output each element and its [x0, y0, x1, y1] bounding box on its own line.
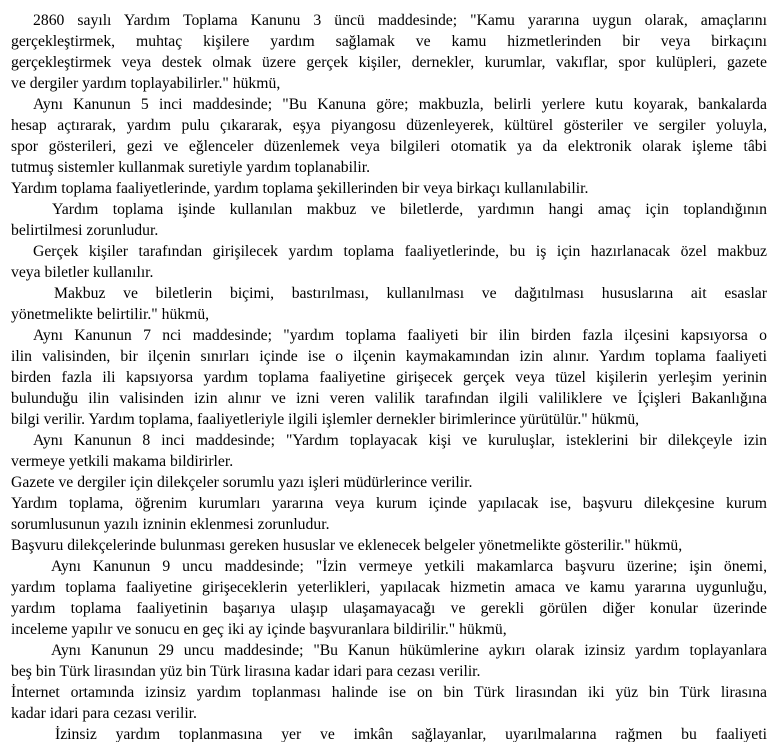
document-line: yönetmelikte belirtilir." hükmü, [11, 306, 210, 323]
document-line: beş bin Türk lirasından yüz bin Türk lirasına kadar idari para cezası verilir. [11, 663, 481, 680]
document-line: Başvuru dilekçelerinde bulunması gereken hususlar ve eklenecek belgeler yönetmelikte gösterilir." hükmü, [11, 537, 683, 554]
document-line: tutmuş sistemler kullanmak suretiyle yardım toplanabilir. [11, 159, 371, 176]
document-line: gerçekleştirmek veya destek olmak üzere gerçek kişiler, dernekler, kurumlar, vakıflar, spor kulüpleri, gazete [11, 54, 767, 71]
document-line: Yardım toplama işinde kullanılan makbuz ve biletlerde, yardımın hangi amaç için toplandığının [52, 201, 767, 218]
document-line: kadar idari para cezası verilir. [11, 705, 197, 722]
document-line: veya biletler kullanılır. [11, 264, 154, 281]
document-line: belirtilmesi zorunludur. [11, 222, 159, 239]
document-line: ve dergiler yardım toplayabilirler." hükmü, [11, 75, 281, 92]
document-line: gerçekleştirmek, muhtaç kişilere yardım sağlamak ve kamu hizmetlerinden bir veya birkaçını [11, 33, 767, 50]
document-line: birden fazla ili kapsıyorsa yardım toplama faaliyetine girişecek gerçek veya tüzel kişilerin yerleşim yerinin [11, 369, 767, 386]
document-line: inceleme yapılır ve sonucu en geç iki ay içinde başvuranlara bildirilir." hükmü, [11, 621, 507, 638]
document-line: spor gösterileri, gezi ve eğlenceler düzenlemek veya bilgileri otomatik ya da elektronik olarak işleme tâbi [11, 138, 767, 155]
document-line: Gazete ve dergiler için dilekçeler sorumlu yazı işleri müdürlerince verilir. [11, 474, 473, 491]
document-line: Yardım toplama faaliyetlerinde, yardım toplama şekillerinden bir veya birkaçı kullanılabilir. [11, 180, 589, 197]
document-line: sorumlusunun yazılı izninin eklenmesi zorunludur. [11, 516, 330, 533]
document-line: hesap açtırarak, yardım pulu çıkararak, eşya piyangosu düzenleyerek, kültürel gösteriler ve sergiler yoluyla, [11, 117, 767, 134]
document-line: ilin valisinden, bir ilçenin sınırları içinde ise o ilçenin kaymakamından izin alınır. Yardım toplama faaliyeti [11, 348, 767, 365]
document-line: yardım toplama faaliyetine girişeceklerin yeterlikleri, yapılacak hizmetin amaca ve kamu yararına uygunluğu, [11, 579, 767, 596]
document-line: Aynı Kanunun 8 inci maddesinde; "Yardım toplayacak kişi ve kuruluşlar, isteklerini bir dilekçeyle izin [33, 432, 767, 449]
document-line: Aynı Kanunun 7 nci maddesinde; "yardım toplama faaliyeti bir ilin birden fazla ilçesini kapsıyorsa o [33, 327, 767, 344]
document-line: yardım toplama faaliyetinin başarıya ulaşıp ulaşamayacağı ve gerekli görülen diğer konular üzerinde [11, 600, 767, 617]
document-line: bulunduğu ilin valisinden izin alınır ve izni veren valilik tarafından ilgili valiliklere ve İçişleri Bakanlığına [11, 390, 767, 407]
document-line: Aynı Kanunun 9 uncu maddesinde; "İzin vermeye yetkili makamlarca başvuru üzerine; işin önemi, [51, 558, 767, 575]
document-line: vermeye yetkili makama bildirirler. [11, 453, 234, 470]
document-line: 2860 sayılı Yardım Toplama Kanunu 3 üncü maddesinde; "Kamu yararına uygun olarak, amaçlarını [33, 12, 767, 29]
document-line: Aynı Kanunun 5 inci maddesinde; "Bu Kanuna göre; makbuzla, belirli yerlere kutu koyarak, bankalarda [33, 96, 767, 113]
document-line: Aynı Kanunun 29 uncu maddesinde; "Bu Kanun hükümlerine aykırı olarak izinsiz yardım toplayanlara [51, 642, 767, 659]
document-line: Gerçek kişiler tarafından girişilecek yardım toplama faaliyetlerinde, bu iş için hazırlanacak özel makbuz [33, 243, 767, 260]
document-line: Makbuz ve biletlerin biçimi, bastırılması, kullanılması ve dağıtılması hususlarına ait esaslar [54, 285, 767, 302]
document-line: Yardım toplama, öğrenim kurumları yararına veya kurum içinde yapılacak ise, başvuru dilekçesine kurum [11, 495, 767, 512]
document-line: İnternet ortamında izinsiz yardım toplanması halinde ise on bin Türk lirasından iki yüz bin Türk lirasına [11, 684, 767, 701]
document-line: bilgi verilir. Yardım toplama, faaliyetleriyle ilgili işlemler dernekler birimlerince yürütülür." hükmü, [11, 411, 640, 428]
document-line: İzinsiz yardım toplanmasına yer ve imkân sağlayanlar, uyarılmalarına rağmen bu faaliyeti [55, 726, 767, 742]
